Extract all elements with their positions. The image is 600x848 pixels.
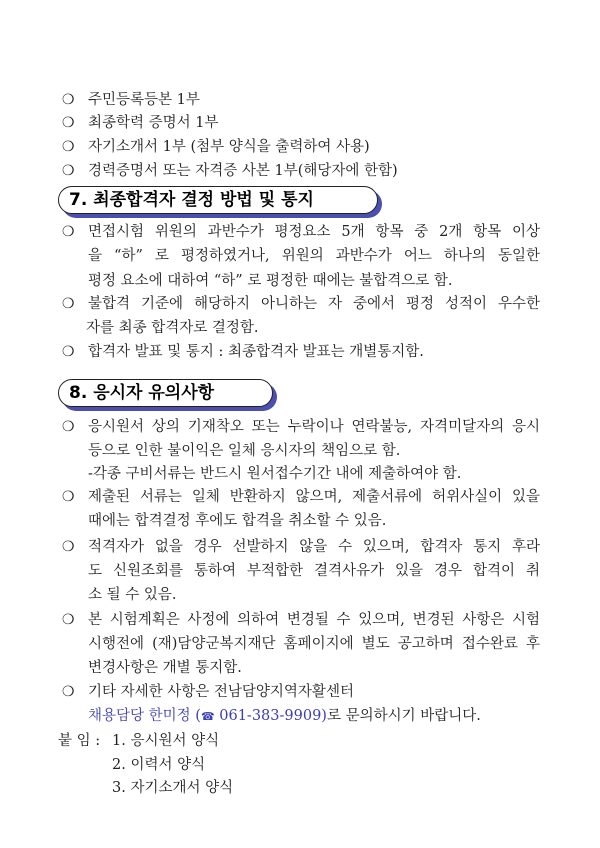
paragraph-line: 시행전에 (재)담양군복지재단 홈페이지에 별도 공고하며 접수완료 후 (88, 636, 540, 652)
attachment-item: 1. 응시원서 양식 (112, 733, 220, 749)
bullet-icon: ❍ (62, 344, 75, 360)
paragraph-line: 응시원서 상의 기재착오 또는 누락이나 연락불능, 자격미달자의 응시 (88, 419, 540, 435)
bullet-icon: ❍ (62, 139, 75, 155)
paragraph-line: 을 “하” 로 평정하였거나, 위원의 과반수가 어느 하나의 동일한 (88, 248, 540, 264)
attachment-item: 2. 이력서 양식 (112, 757, 206, 773)
bullet-icon: ❍ (62, 539, 75, 555)
paragraph-line: 합격자 발표 및 통지 : 최종합격자 발표는 개별통지함. (88, 344, 424, 360)
section-title: 8. 응시자 유의사항 (69, 383, 215, 403)
section-7-heading (58, 186, 378, 214)
section-8-heading (58, 379, 273, 407)
paragraph-line: 자를 최종 합격자로 결정함. (86, 320, 259, 336)
contact-suffix: 로 문의하시기 바랍니다. (326, 708, 481, 724)
paragraph-line: 제출된 서류는 일체 반환하지 않으며, 제출서류에 허위사실이 있을 (88, 489, 540, 505)
attachment-item: 3. 자기소개서 양식 (112, 780, 234, 796)
paragraph-line: 적격자가 없을 경우 선발하지 않을 수 있으며, 합격자 통지 후라 (88, 539, 540, 555)
paragraph-line: 변경사항은 개별 통지함. (88, 660, 242, 676)
list-item: 최종학력 증명서 1부 (88, 115, 219, 131)
contact-line (88, 706, 481, 727)
paragraph-line: 면접시험 위원의 과반수가 평정요소 5개 항목 중 2개 항목 이상 (88, 224, 540, 240)
paragraph-line: 기타 자세한 사항은 전남담양지역자활센터 (88, 684, 354, 700)
list-item: 자기소개서 1부 (첨부 양식을 출력하여 사용) (88, 139, 370, 155)
bullet-icon: ❍ (62, 612, 75, 628)
paragraph-line: 소 될 수 있음. (88, 587, 177, 603)
paragraph-line: 평정 요소에 대하여 “하” 로 평정한 때에는 불합격으로 함. (88, 273, 453, 289)
list-item: 주민등록등본 1부 (88, 92, 200, 108)
paragraph-line: 등으로 인한 불이익은 일체 응시자의 책임으로 함. (88, 443, 401, 459)
bullet-icon: ❍ (62, 684, 75, 700)
attachments-label: 붙 임 : (58, 733, 101, 749)
bullet-icon: ❍ (62, 92, 75, 108)
bullet-icon: ❍ (62, 296, 75, 312)
contact-person: 채용담당 한미정 ( (88, 708, 201, 724)
bullet-icon: ❍ (62, 489, 75, 505)
paragraph-line: 도 신원조회를 통하여 부적합한 결격사유가 있을 경우 합격이 취 (88, 563, 540, 579)
bullet-icon: ❍ (62, 115, 75, 131)
paragraph-line: -각종 구비서류는 반드시 원서접수기간 내에 제출하여야 함. (88, 466, 462, 482)
paragraph-line: 때에는 합격결정 후에도 합격을 취소할 수 있음. (88, 513, 387, 529)
paragraph-line: 불합격 기준에 해당하지 아니하는 자 중에서 평정 성적이 우수한 (88, 296, 540, 312)
bullet-icon: ❍ (62, 224, 75, 240)
section-title: 7. 최종합격자 결정 방법 및 통지 (69, 190, 314, 210)
phone-number: 061-383-9909) (214, 708, 327, 724)
paragraph-line: 본 시험계획은 사정에 의하여 변경될 수 있으며, 변경된 사항은 시험 (88, 612, 540, 628)
list-item: 경력증명서 또는 자격증 사본 1부(해당자에 한함) (88, 163, 398, 179)
bullet-icon: ❍ (62, 163, 75, 179)
bullet-icon: ❍ (62, 419, 75, 435)
phone-icon: ☎ (200, 710, 215, 723)
